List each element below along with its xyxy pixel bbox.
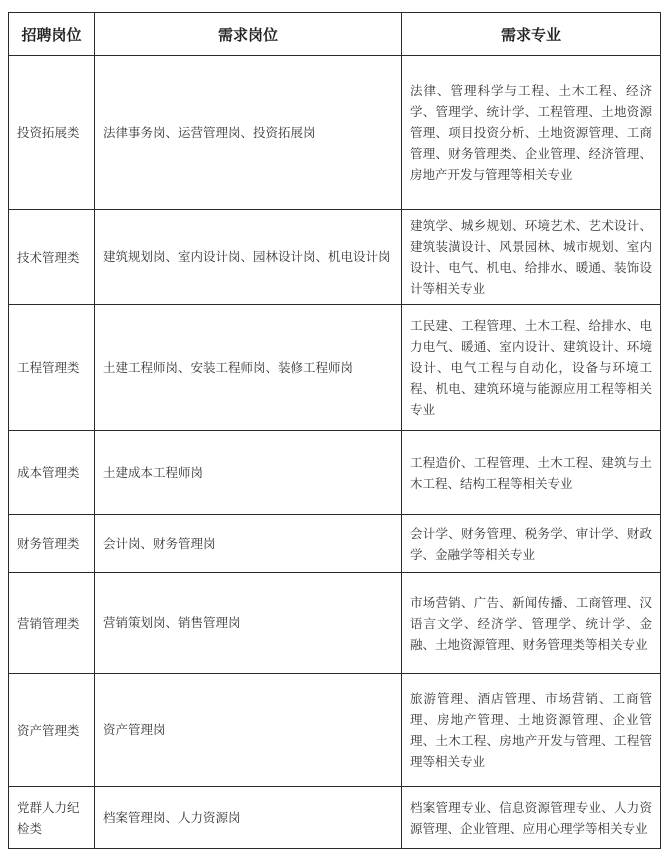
table-row xyxy=(9,573,661,674)
row-positions: 营销策划岗、销售管理岗 xyxy=(95,573,402,674)
table-row xyxy=(9,787,661,849)
header-required-majors: 需求专业 xyxy=(402,13,661,56)
recruitment-table-container xyxy=(8,12,660,849)
table-row xyxy=(9,210,661,305)
table-row xyxy=(9,515,661,573)
table-row xyxy=(9,674,661,787)
row-positions: 建筑规划岗、室内设计岗、园林设计岗、机电设计岗 xyxy=(95,210,402,305)
table-header-row xyxy=(9,13,661,56)
header-required-positions: 需求岗位 xyxy=(95,13,402,56)
row-majors: 法律、管理科学与工程、土木工程、经济学、管理学、统计学、工程管理、土地资源管理、项目投资分析、土地资源管理、工商管理、财务管理类、企业管理、经济管理、房地产开发与管理等相关专业 xyxy=(402,56,661,210)
row-positions: 会计岗、财务管理岗 xyxy=(95,515,402,573)
table-row xyxy=(9,431,661,515)
row-category: 技术管理类 xyxy=(9,210,95,305)
row-category: 成本管理类 xyxy=(9,431,95,515)
row-positions: 法律事务岗、运营管理岗、投资拓展岗 xyxy=(95,56,402,210)
row-majors: 建筑学、城乡规划、环境艺术、艺术设计、建筑装潢设计、风景园林、城市规划、室内设计、电气、机电、给排水、暖通、装饰设计等相关专业 xyxy=(402,210,661,305)
row-majors: 档案管理专业、信息资源管理专业、人力资源管理、企业管理、应用心理学等相关专业 xyxy=(402,787,661,849)
row-category: 财务管理类 xyxy=(9,515,95,573)
row-majors: 工程造价、工程管理、土木工程、建筑与土木工程、结构工程等相关专业 xyxy=(402,431,661,515)
recruitment-table xyxy=(8,12,661,849)
row-positions: 档案管理岗、人力资源岗 xyxy=(95,787,402,849)
row-category: 党群人力纪检类 xyxy=(9,787,95,849)
row-category: 营销管理类 xyxy=(9,573,95,674)
row-majors: 工民建、工程管理、土木工程、给排水、电力电气、暖通、室内设计、建筑设计、环境设计、电气工程与自动化，设备与环境工程、机电、建筑环境与能源应用工程等相关专业 xyxy=(402,305,661,431)
row-category: 工程管理类 xyxy=(9,305,95,431)
table-row xyxy=(9,56,661,210)
row-majors: 市场营销、广告、新闻传播、工商管理、汉语言文学、经济学、管理学、统计学、金融、土地资源管理、财务管理类等相关专业 xyxy=(402,573,661,674)
row-positions: 资产管理岗 xyxy=(95,674,402,787)
header-recruitment-category: 招聘岗位 xyxy=(9,13,95,56)
row-majors: 旅游管理、酒店管理、市场营销、工商管理、房地产管理、土地资源管理、企业管理、土木工程、房地产开发与管理、工程管理等相关专业 xyxy=(402,674,661,787)
row-majors: 会计学、财务管理、税务学、审计学、财政学、金融学等相关专业 xyxy=(402,515,661,573)
row-category: 投资拓展类 xyxy=(9,56,95,210)
table-row xyxy=(9,305,661,431)
row-positions: 土建成本工程师岗 xyxy=(95,431,402,515)
row-positions: 土建工程师岗、安装工程师岗、装修工程师岗 xyxy=(95,305,402,431)
row-category: 资产管理类 xyxy=(9,674,95,787)
